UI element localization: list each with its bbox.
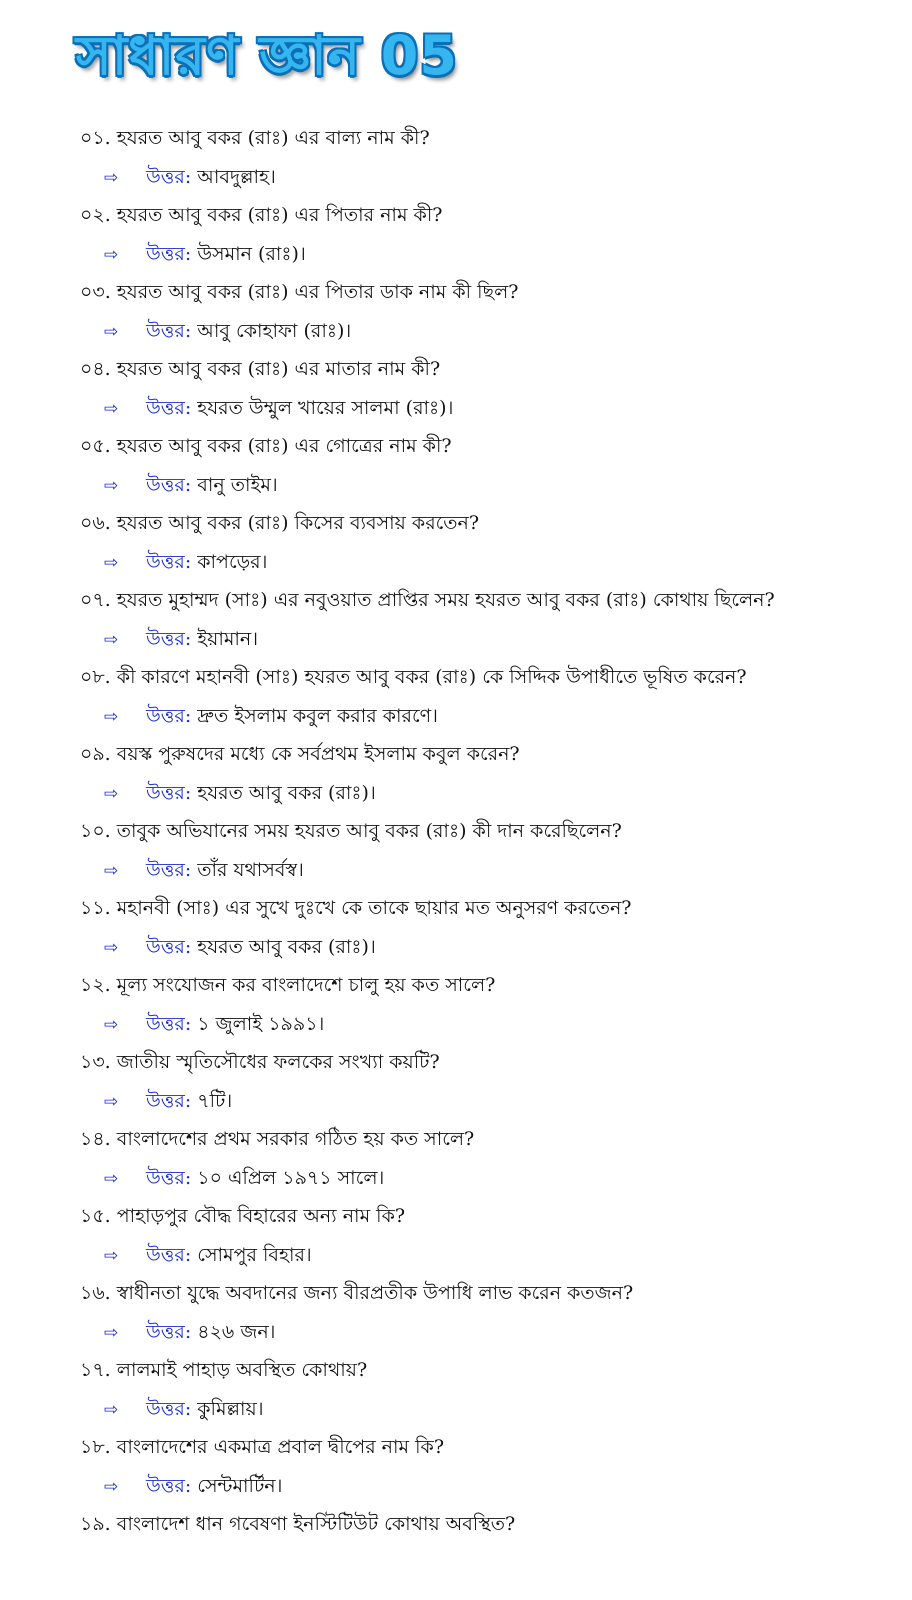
- question-number: ০৬.: [80, 512, 111, 534]
- question-text: হযরত আবু বকর (রাঃ) এর বাল্য নাম কী?: [116, 127, 430, 149]
- question-text: বয়স্ক পুরুষদের মধ্যে কে সর্বপ্রথম ইসলাম কবুল করেন?: [116, 743, 520, 765]
- answer-text: ইয়ামান।: [197, 627, 259, 650]
- arrow-right-icon: ⇨: [104, 1014, 119, 1035]
- answer-label: উত্তর:: [146, 1397, 192, 1420]
- question-number: ০৪.: [80, 358, 111, 380]
- qa-item: [80, 427, 900, 504]
- answer-text: ১০ এপ্রিল ১৯৭১ সালে।: [197, 1166, 385, 1189]
- qa-item: [80, 119, 900, 196]
- arrow-right-icon: ⇨: [104, 706, 119, 727]
- answer-text: আবু কোহাফা (রাঃ)।: [197, 319, 352, 342]
- question-number: ১০.: [80, 820, 111, 842]
- answer: [80, 1159, 900, 1198]
- arrow-right-icon: ⇨: [104, 398, 119, 419]
- question: [80, 504, 900, 543]
- qa-item: [80, 1351, 900, 1428]
- answer-text: কাপড়ের।: [197, 550, 268, 573]
- answer: [80, 235, 900, 274]
- arrow-right-icon: ⇨: [104, 1245, 119, 1266]
- question-number: ০১.: [80, 127, 111, 149]
- question-number: ০৩.: [80, 281, 111, 303]
- question-text: লালমাই পাহাড় অবস্থিত কোথায়?: [116, 1359, 368, 1381]
- question: [80, 119, 900, 158]
- question-number: ১৫.: [80, 1205, 111, 1227]
- question: [80, 1274, 900, 1313]
- answer: [80, 620, 900, 659]
- answer-label: উত্তর:: [146, 165, 192, 188]
- answer: [80, 774, 900, 813]
- page-title: সাধারণ জ্ঞান 05: [76, 24, 458, 87]
- answer-label: উত্তর:: [146, 1243, 192, 1266]
- qa-item: [80, 1120, 900, 1197]
- qa-list: [80, 119, 900, 1544]
- answer-text: তাঁর যথাসর্বস্ব।: [197, 858, 304, 881]
- question-text: হযরত মুহাম্মদ (সাঃ) এর নবুওয়াত প্রাপ্তির সময় হযরত আবু বকর (রাঃ) কোথায় ছিলেন?: [116, 589, 775, 611]
- qa-item: [80, 735, 900, 812]
- arrow-right-icon: ⇨: [104, 321, 119, 342]
- arrow-right-icon: ⇨: [104, 937, 119, 958]
- question-number: ০৯.: [80, 743, 111, 765]
- question: [80, 1197, 900, 1236]
- answer-text: হযরত আবু বকর (রাঃ)।: [197, 781, 376, 804]
- question-number: ১৯.: [80, 1513, 111, 1535]
- answer-label: উত্তর:: [146, 1474, 192, 1497]
- qa-item: [80, 1505, 900, 1544]
- question: [80, 1505, 900, 1544]
- question: [80, 350, 900, 389]
- question: [80, 273, 900, 312]
- question-text: জাতীয় স্মৃতিসৌধের ফলকের সংখ্যা কয়টি?: [116, 1051, 440, 1073]
- answer: [80, 312, 900, 351]
- question-number: ০৭.: [80, 589, 111, 611]
- answer-label: উত্তর:: [146, 627, 192, 650]
- qa-item: [80, 812, 900, 889]
- question: [80, 196, 900, 235]
- question: [80, 658, 900, 697]
- answer-label: উত্তর:: [146, 781, 192, 804]
- question-number: ১৭.: [80, 1359, 111, 1381]
- question-text: হযরত আবু বকর (রাঃ) এর মাতার নাম কী?: [116, 358, 441, 380]
- question-number: ১২.: [80, 974, 111, 996]
- qa-item: [80, 350, 900, 427]
- question: [80, 1351, 900, 1390]
- answer-label: উত্তর:: [146, 1012, 192, 1035]
- answer: [80, 697, 900, 736]
- question: [80, 1043, 900, 1082]
- question: [80, 889, 900, 928]
- answer: [80, 158, 900, 197]
- qa-item: [80, 966, 900, 1043]
- arrow-right-icon: ⇨: [104, 167, 119, 188]
- answer-label: উত্তর:: [146, 473, 192, 496]
- answer: [80, 466, 900, 505]
- qa-item: [80, 1274, 900, 1351]
- arrow-right-icon: ⇨: [104, 629, 119, 650]
- answer-text: হযরত উম্মুল খায়ের সালমা (রাঃ)।: [197, 396, 454, 419]
- answer-text: ৭টি।: [197, 1089, 233, 1112]
- answer: [80, 851, 900, 890]
- question-text: হযরত আবু বকর (রাঃ) কিসের ব্যবসায় করতেন?: [116, 512, 480, 534]
- answer-text: ৪২৬ জন।: [197, 1320, 276, 1343]
- answer-text: হযরত আবু বকর (রাঃ)।: [197, 935, 376, 958]
- arrow-right-icon: ⇨: [104, 552, 119, 573]
- arrow-right-icon: ⇨: [104, 1476, 119, 1497]
- answer-text: সোমপুর বিহার।: [197, 1243, 312, 1266]
- question-text: বাংলাদেশের প্রথম সরকার গঠিত হয় কত সালে?: [116, 1128, 475, 1150]
- qa-item: [80, 1043, 900, 1120]
- question: [80, 966, 900, 1005]
- answer-label: উত্তর:: [146, 935, 192, 958]
- question-text: তাবুক অভিযানের সময় হযরত আবু বকর (রাঃ) কী দান করেছিলেন?: [116, 820, 622, 842]
- question-text: কী কারণে মহানবী (সাঃ) হযরত আবু বকর (রাঃ) কে সিদ্দিক উপাধীতে ভূষিত করেন?: [116, 666, 747, 688]
- question-text: মহানবী (সাঃ) এর সুখে দুঃখে কে তাকে ছায়ার মত অনুসরণ করতেন?: [116, 897, 632, 919]
- question-number: ০২.: [80, 204, 111, 226]
- question-number: ১৮.: [80, 1436, 111, 1458]
- answer-label: উত্তর:: [146, 704, 192, 727]
- answer-text: কুমিল্লায়।: [197, 1397, 264, 1420]
- arrow-right-icon: ⇨: [104, 783, 119, 804]
- question: [80, 1428, 900, 1467]
- arrow-right-icon: ⇨: [104, 860, 119, 881]
- arrow-right-icon: ⇨: [104, 475, 119, 496]
- arrow-right-icon: ⇨: [104, 244, 119, 265]
- answer-text: বানু তাইম।: [197, 473, 278, 496]
- arrow-right-icon: ⇨: [104, 1399, 119, 1420]
- question-number: ০৫.: [80, 435, 111, 457]
- answer-label: উত্তর:: [146, 858, 192, 881]
- arrow-right-icon: ⇨: [104, 1168, 119, 1189]
- qa-item: [80, 504, 900, 581]
- answer: [80, 1313, 900, 1352]
- answer-text: ১ জুলাই ১৯৯১।: [197, 1012, 325, 1035]
- qa-item: [80, 658, 900, 735]
- question-text: স্বাধীনতা যুদ্ধে অবদানের জন্য বীরপ্রতীক উপাধি লাভ করেন কতজন?: [116, 1282, 634, 1304]
- answer: [80, 543, 900, 582]
- answer-label: উত্তর:: [146, 1166, 192, 1189]
- question: [80, 427, 900, 466]
- question: [80, 735, 900, 774]
- qa-item: [80, 1197, 900, 1274]
- question-text: মূল্য সংযোজন কর বাংলাদেশে চালু হয় কত সালে?: [116, 974, 496, 996]
- answer: [80, 1082, 900, 1121]
- answer-label: উত্তর:: [146, 1089, 192, 1112]
- answer: [80, 389, 900, 428]
- question-number: ১৪.: [80, 1128, 111, 1150]
- qa-item: [80, 889, 900, 966]
- answer: [80, 1236, 900, 1275]
- question: [80, 812, 900, 851]
- answer-text: আবদুল্লাহ।: [197, 165, 276, 188]
- answer-label: উত্তর:: [146, 550, 192, 573]
- question-number: ১১.: [80, 897, 111, 919]
- answer: [80, 1005, 900, 1044]
- answer-label: উত্তর:: [146, 242, 192, 265]
- question-number: ১৬.: [80, 1282, 111, 1304]
- answer: [80, 928, 900, 967]
- answer: [80, 1390, 900, 1429]
- qa-item: [80, 273, 900, 350]
- answer-text: দ্রুত ইসলাম কবুল করার কারণে।: [197, 704, 438, 727]
- question: [80, 581, 900, 620]
- question: [80, 1120, 900, 1159]
- question-text: বাংলাদেশ ধান গবেষণা ইনস্টিটিউট কোথায় অবস্থিত?: [116, 1513, 516, 1535]
- question-text: হযরত আবু বকর (রাঃ) এর পিতার নাম কী?: [116, 204, 443, 226]
- answer-text: সেন্টমার্টিন।: [197, 1474, 283, 1497]
- question-text: বাংলাদেশের একমাত্র প্রবাল দ্বীপের নাম কি?: [116, 1436, 445, 1458]
- answer-label: উত্তর:: [146, 396, 192, 419]
- question-text: হযরত আবু বকর (রাঃ) এর গোত্রের নাম কী?: [116, 435, 452, 457]
- question-text: হযরত আবু বকর (রাঃ) এর পিতার ডাক নাম কী ছিল?: [116, 281, 519, 303]
- answer-label: উত্তর:: [146, 1320, 192, 1343]
- question-number: ১৩.: [80, 1051, 111, 1073]
- qa-item: [80, 196, 900, 273]
- question-text: পাহাড়পুর বৌদ্ধ বিহারের অন্য নাম কি?: [116, 1205, 406, 1227]
- arrow-right-icon: ⇨: [104, 1091, 119, 1112]
- answer: [80, 1467, 900, 1506]
- arrow-right-icon: ⇨: [104, 1322, 119, 1343]
- answer-text: উসমান (রাঃ)।: [197, 242, 306, 265]
- question-number: ০৮.: [80, 666, 111, 688]
- answer-label: উত্তর:: [146, 319, 192, 342]
- qa-item: [80, 1428, 900, 1505]
- qa-item: [80, 581, 900, 658]
